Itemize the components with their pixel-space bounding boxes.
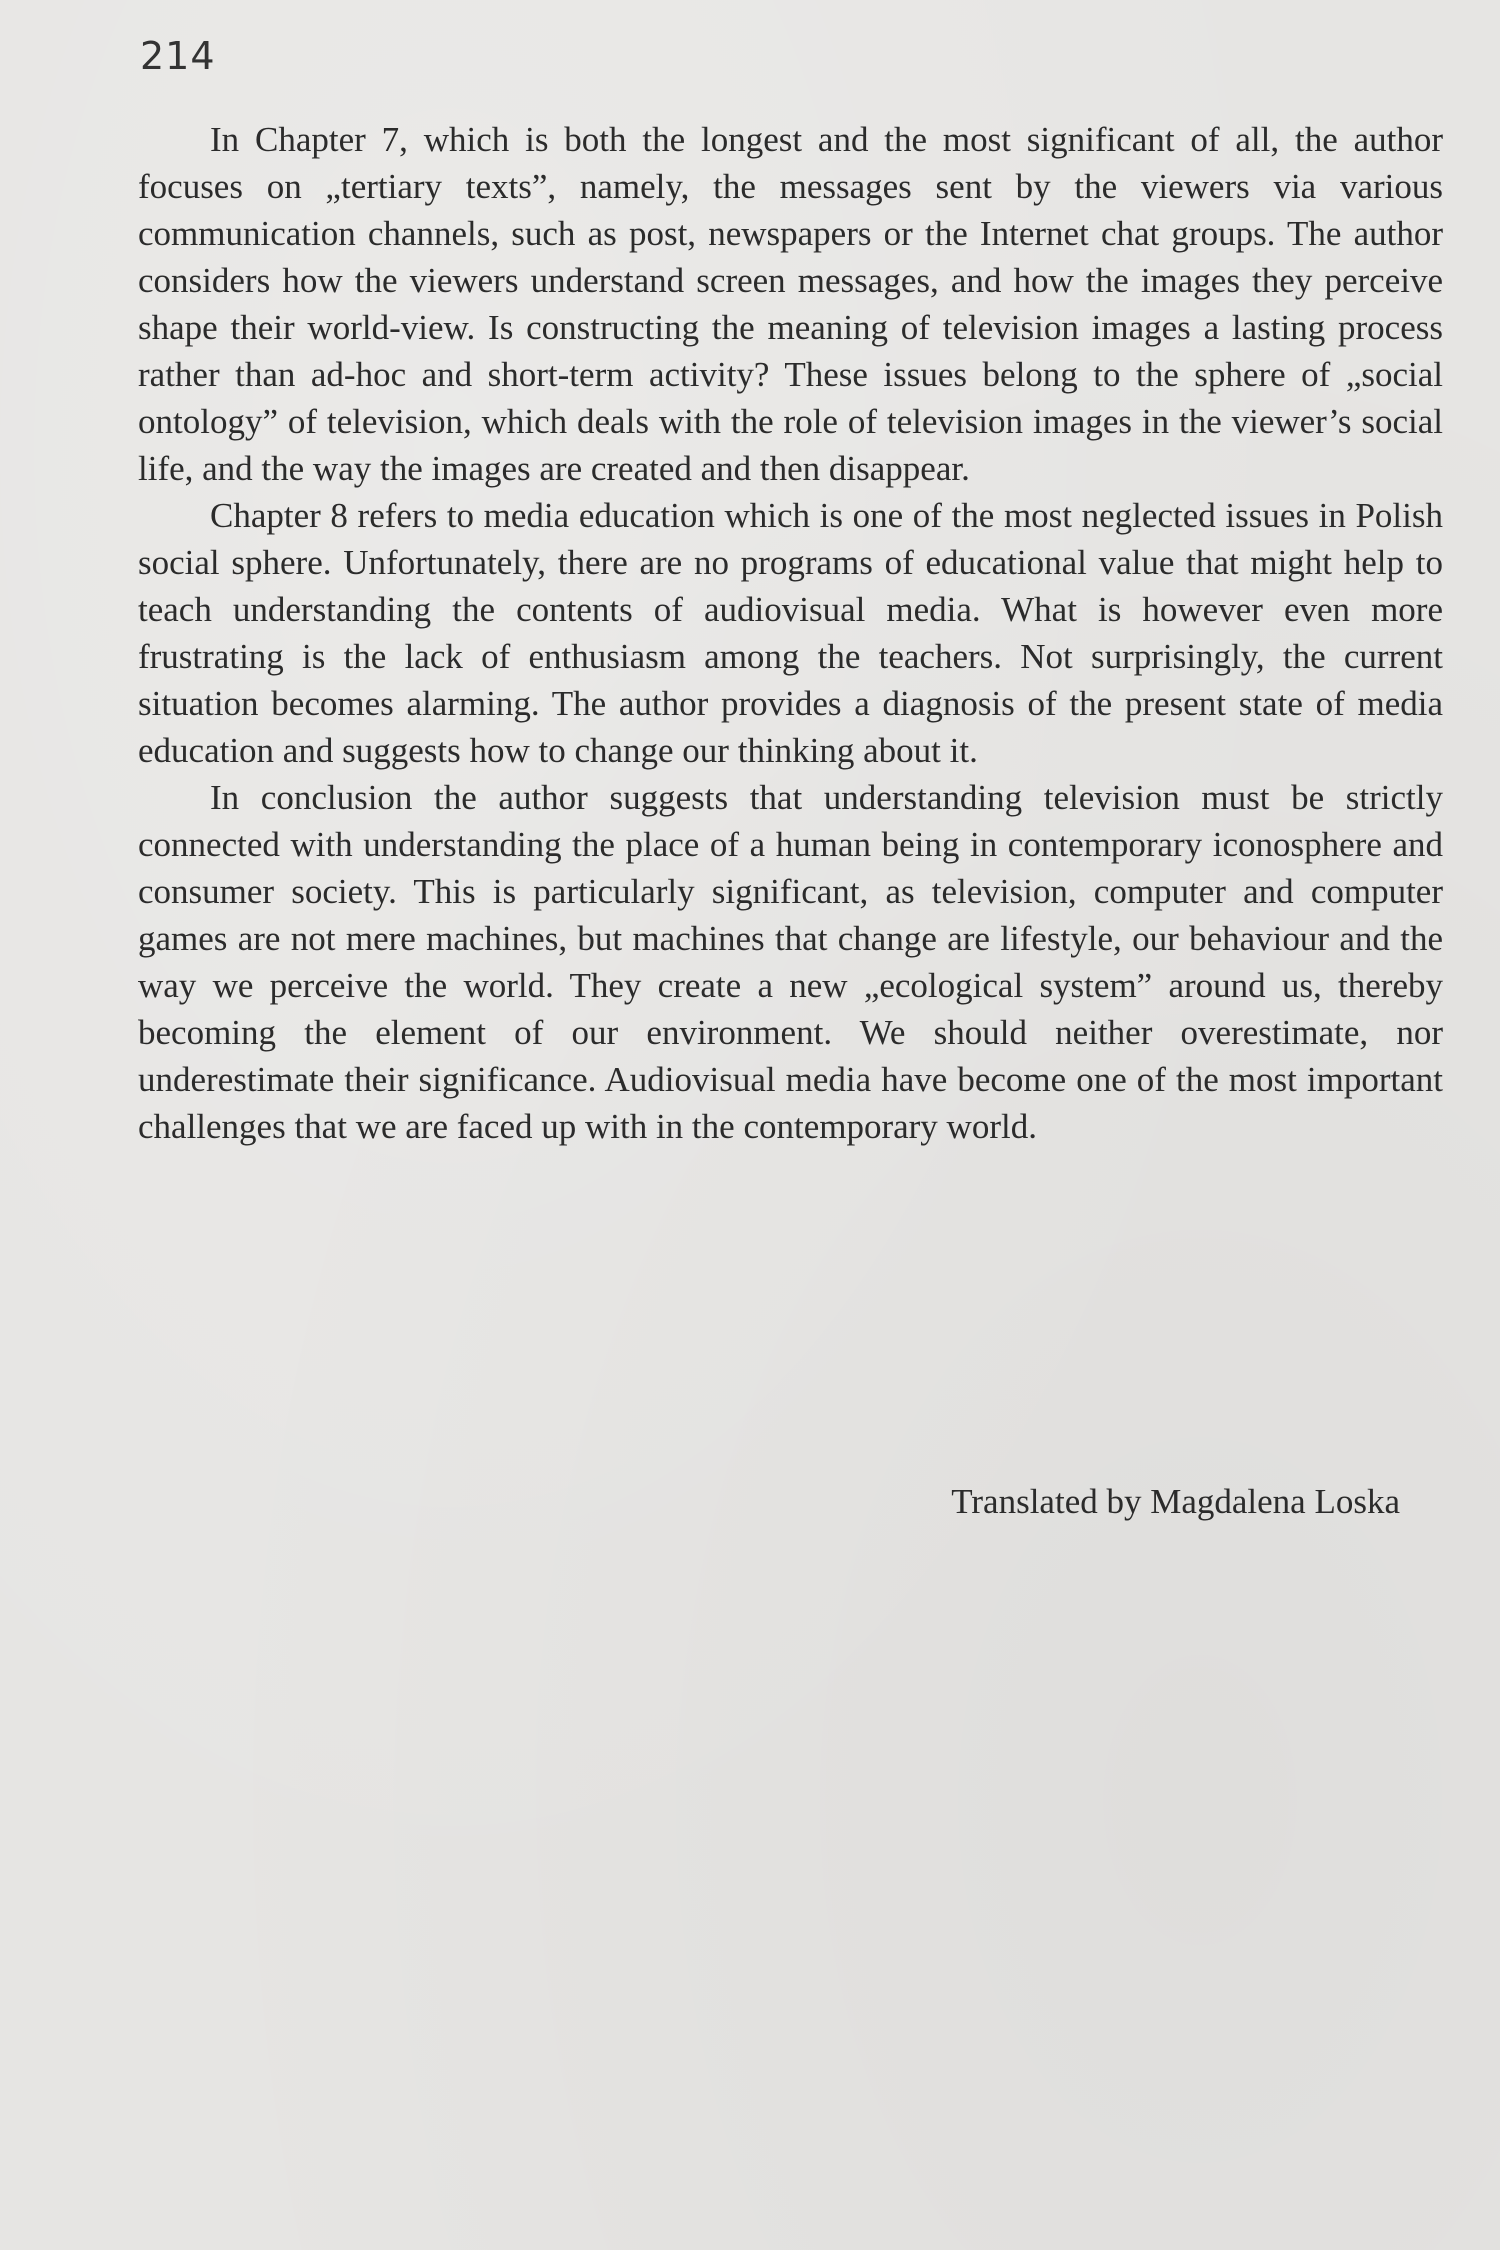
paragraph-chapter-8: Chapter 8 refers to media education which is one of the most neglected issues in Polish social sphere. Unfortunately, there are no programs of educational value that might help to teach understanding the contents of audiovisual media. What is however even more frustrating is the lack of enthusiasm among the teachers. Not surprisingly, the current situation becomes alarming. The author provides a diagnosis of the present state of media education and suggests how to change our thinking about it.: [138, 496, 1443, 770]
translator-credit: Translated by Magdalena Loska: [951, 1482, 1400, 1521]
paragraph-chapter-7: In Chapter 7, which is both the longest and the most significant of all, the author focuses on „tertiary texts”, namely, the messages sent by the viewers via various communication channels, such as post, newspapers or the Internet chat groups. The author considers how the viewers understand screen messages, and how the images they perceive shape their world-view. Is constructing the meaning of television images a lasting process rather than ad-hoc and short-term activity? These issues belong to the sphere of „social ontology” of television, which deals with the role of television images in the viewer’s social life, and the way the images are created and then disappear.: [138, 120, 1443, 488]
page-number: 214: [140, 34, 216, 78]
paragraph-conclusion: In conclusion the author suggests that understanding television must be strictly connected with understanding the place of a human being in contemporary iconosphere and consumer society. This is particularly significant, as television, computer and computer games are not mere machines, but machines that change are lifestyle, our behaviour and the way we perceive the world. They create a new „ecological system” around us, thereby becoming the element of our environment. We should neither overestimate, nor underestimate their significance. Audiovisual media have become one of the most important challenges that we are faced up with in the contemporary world.: [138, 778, 1443, 1146]
body-text: [138, 116, 1443, 1150]
